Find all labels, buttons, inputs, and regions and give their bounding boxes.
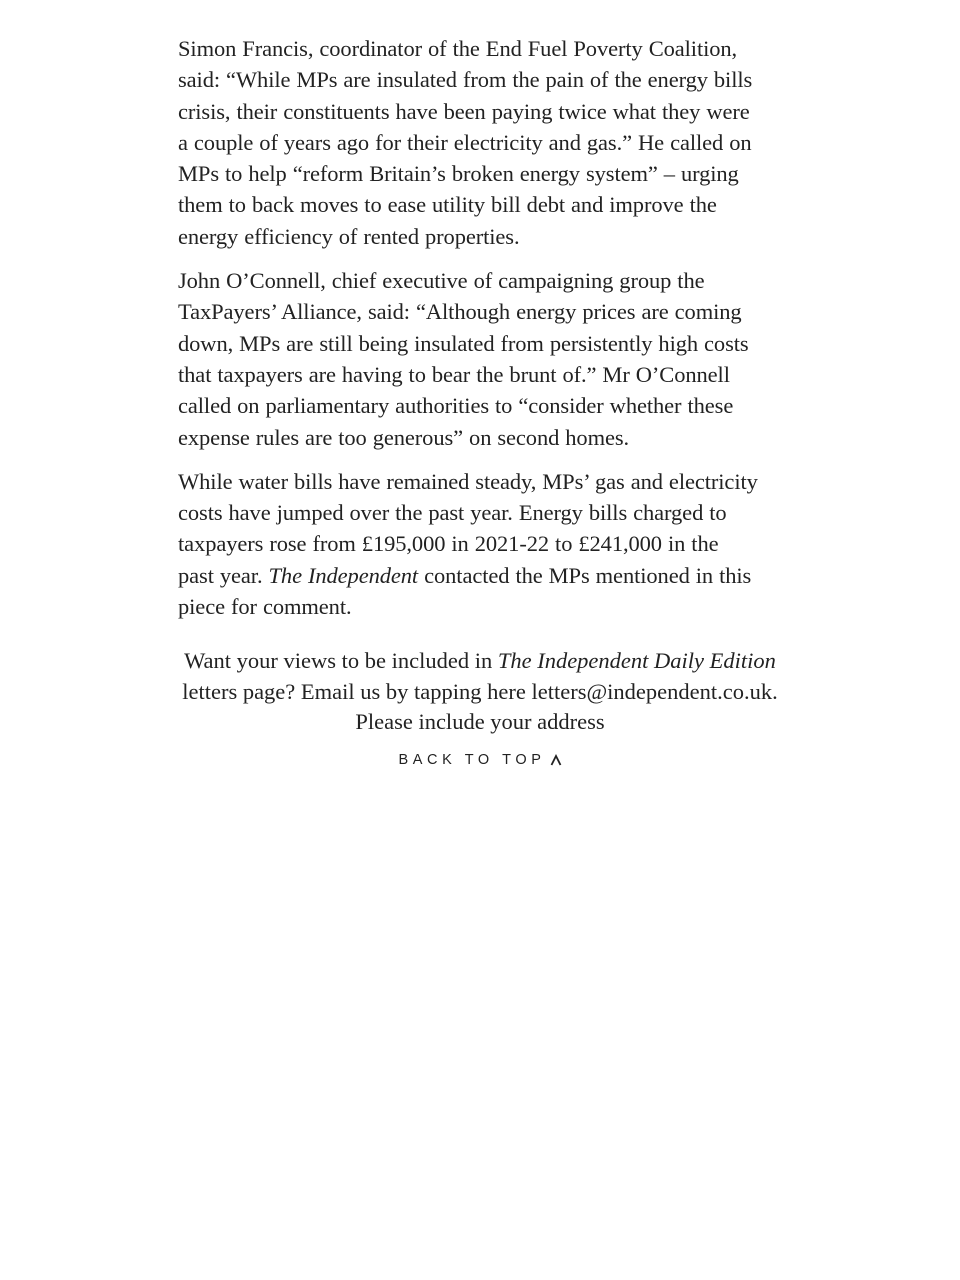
paragraph-line xyxy=(178,221,790,252)
text-segment: past year. xyxy=(178,562,269,588)
paragraph-line xyxy=(178,64,790,95)
text-segment: that taxpayers are having to bear the brunt of.” Mr O’Connell xyxy=(178,361,730,387)
caret-up-icon xyxy=(550,754,562,766)
paragraph-line xyxy=(178,560,790,591)
paragraph-line xyxy=(178,466,790,497)
back-to-top-link[interactable] xyxy=(0,752,960,768)
text-segment: energy efficiency of rented properties. xyxy=(178,223,520,249)
text-segment: said: “While MPs are insulated from the pain of the energy bills xyxy=(178,67,753,93)
paragraph-line xyxy=(178,528,790,559)
article-body xyxy=(178,33,790,635)
article-paragraph xyxy=(178,466,790,622)
paragraph-line xyxy=(178,591,790,622)
paragraph-line xyxy=(178,189,790,220)
text-segment: contacted the MPs mentioned in this xyxy=(418,562,752,588)
text-segment: them to back moves to ease utility bill debt and improve the xyxy=(178,192,717,218)
paragraph-line xyxy=(178,328,790,359)
text-segment: letters page? Email us by tapping here xyxy=(182,678,532,704)
text-segment: piece for comment. xyxy=(178,594,352,620)
paragraph-line xyxy=(178,296,790,327)
publication-title: The Independent Daily Edition xyxy=(497,648,776,673)
back-to-top-label: BACK TO TOP xyxy=(398,752,546,768)
text-segment: expense rules are too generous” on second homes. xyxy=(178,424,630,450)
text-segment: MPs to help “reform Britain’s broken energy system” – urging xyxy=(178,161,739,187)
cta-line xyxy=(0,707,960,738)
paragraph-line xyxy=(178,422,790,453)
letters-call-to-action xyxy=(0,646,960,738)
text-segment: a couple of years ago for their electricity and gas.” He called on xyxy=(178,129,752,155)
paragraph-line xyxy=(178,497,790,528)
cta-line xyxy=(0,677,960,708)
paragraph-line xyxy=(178,127,790,158)
text-segment: Please include your address xyxy=(355,709,605,734)
paragraph-line xyxy=(178,265,790,296)
text-segment: While water bills have remained steady, MPs’ gas and electricity xyxy=(178,468,758,494)
paragraph-line xyxy=(178,158,790,189)
text-segment: down, MPs are still being insulated from persistently high costs xyxy=(178,330,749,356)
letters-email-link[interactable]: letters@independent.co.uk xyxy=(531,678,773,704)
text-segment: TaxPayers’ Alliance, said: “Although energy prices are coming xyxy=(178,299,742,325)
text-segment: Want your views to be included in xyxy=(184,648,498,673)
text-segment: crisis, their constituents have been paying twice what they were xyxy=(178,98,750,124)
cta-line xyxy=(0,646,960,677)
article-paragraph xyxy=(178,33,790,252)
text-segment: Simon Francis, coordinator of the End Fuel Poverty Coalition, xyxy=(178,36,738,61)
paragraph-line xyxy=(178,390,790,421)
text-segment: costs have jumped over the past year. Energy bills charged to xyxy=(178,500,727,526)
text-segment: taxpayers rose from £195,000 in 2021-22 to £241,000 in the xyxy=(178,531,719,557)
paragraph-line xyxy=(178,33,790,64)
publication-title: The Independent xyxy=(268,562,419,588)
text-segment: called on parliamentary authorities to “consider whether these xyxy=(178,393,734,419)
text-segment: John O’Connell, chief executive of campaigning group the xyxy=(178,268,705,294)
paragraph-line xyxy=(178,96,790,127)
text-segment: . xyxy=(772,678,778,704)
article-paragraph xyxy=(178,265,790,453)
paragraph-line xyxy=(178,359,790,390)
